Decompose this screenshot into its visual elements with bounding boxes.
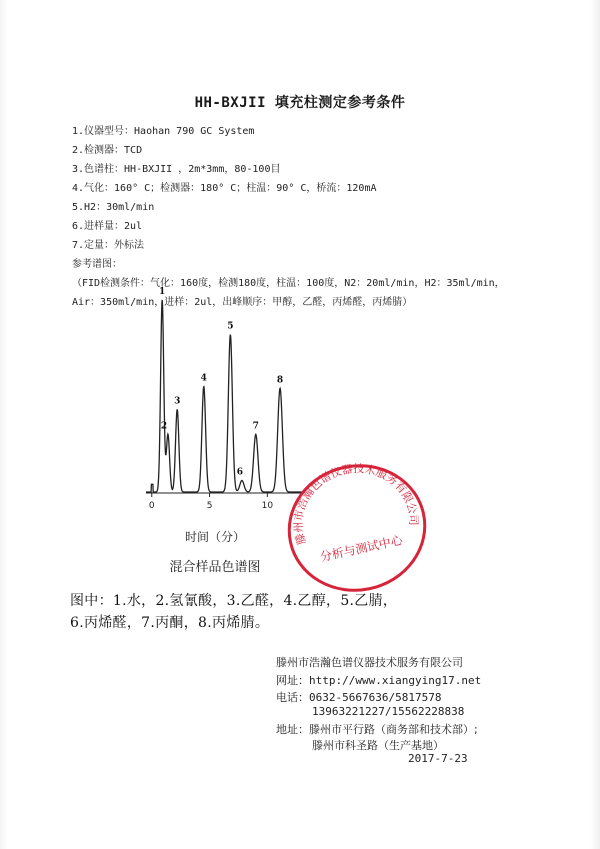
svg-text:分析与测试中心: 分析与测试中心 — [318, 532, 404, 565]
company-seal — [282, 458, 432, 598]
condition-quantitation: 7.定量：外标法 — [72, 240, 145, 251]
peak-legend-line-1: 图中：1.水，2.氢氰酸，3.乙醛，4.乙醇，5.乙腈， — [70, 593, 398, 609]
condition-instrument: 1.仪器型号：Haohan 790 GC System — [72, 126, 255, 137]
peak-label-7: 7 — [252, 421, 259, 432]
peak-label-4: 4 — [200, 373, 207, 384]
document-date: 2017-7-23 — [408, 752, 468, 765]
x-axis-title: 时间（分） — [184, 530, 245, 544]
company-address — [276, 721, 478, 737]
svg-text:滕州市浩瀚色谱仪器技术服务有限公司: 滕州市浩瀚色谱仪器技术服务有限公司 — [291, 462, 420, 547]
condition-injection: 6.进样量：2ul — [72, 221, 143, 232]
chromatogram-trace — [146, 300, 302, 492]
chart-title: 混合样品色谱图 — [169, 560, 261, 575]
address-line-1: 滕州市平行路（商务部和技术部）; — [309, 723, 478, 736]
condition-detector: 2.检测器：TCD — [72, 145, 143, 156]
peak-label-5: 5 — [227, 321, 234, 332]
website-label: 网址： — [276, 674, 309, 687]
fid-conditions-line-1: （FID检测条件：气化：160度，检测180度，柱温：100度，N2：20ml/min，H2：35ml/min， — [72, 278, 505, 289]
condition-h2-flow: 5.H2：30ml/min — [72, 202, 155, 213]
company-name: 滕州市浩瀚色谱仪器技术服务有限公司 — [276, 656, 463, 669]
phone-number-2: 13963221227/15562228838 — [312, 705, 465, 718]
website-link[interactable]: http://www.xiangying17.net — [309, 674, 482, 687]
x-tick-label-1: 5 — [206, 501, 213, 511]
fid-conditions-line-2: Air：350ml/min，进样：2ul，出峰顺序：甲醇，乙醛，丙烯醛，丙烯腈） — [72, 297, 413, 308]
phone-number-1: 0632-5667636/5817578 — [309, 691, 442, 704]
condition-temperatures: 4.气化：160° C；检测器：180° C；柱温：90° C，桥流：120mA — [72, 183, 377, 194]
peak-label-2: 2 — [160, 421, 168, 432]
peak-legend-line-2: 6.丙烯醛，7.丙酮，8.丙烯腈。 — [70, 615, 270, 631]
peak-label-8: 8 — [276, 375, 284, 386]
peak-label-3: 3 — [174, 396, 181, 407]
address-label: 地址： — [276, 723, 309, 736]
address-line-2: 滕州市科圣路（生产基地） — [312, 739, 444, 752]
reference-chromatogram-label: 参考谱图： — [72, 259, 122, 270]
document-title: HH-BXJII 填充柱测定参考条件 — [194, 95, 406, 111]
condition-column: 3.色谱柱：HH-BXJII ，2m*3mm，80-100目 — [72, 164, 281, 175]
peak-label-6: 6 — [236, 467, 244, 478]
phone-label: 电话： — [276, 691, 309, 704]
company-website — [276, 672, 481, 688]
company-phone — [276, 689, 441, 705]
x-tick-label-0: 0 — [148, 501, 155, 511]
x-tick-label-2: 10 — [261, 501, 274, 511]
company-phone-2 — [312, 705, 464, 718]
peak-label-1: 1 — [159, 287, 166, 297]
company-address-2 — [312, 737, 444, 753]
